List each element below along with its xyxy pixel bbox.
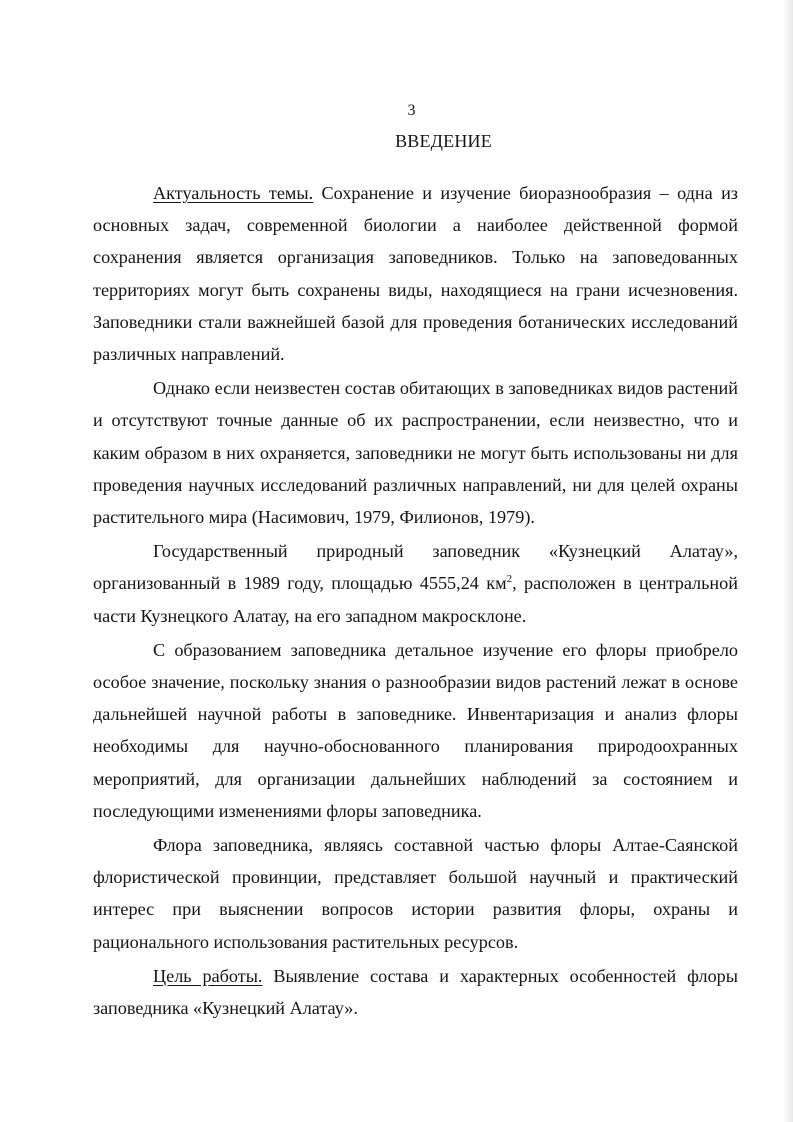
paragraph-flora-study: С образованием заповедника детальное изучение его флоры приобрело особое значение, поскольку знания о разнообразии видов растений лежат в основе дальнейшей научной работы в заповеднике. Инвентаризация и анализ флоры необходимы для научно-обоснованного планирования природоохранных мероприятий, для организации дальнейших наблюдений за состоянием и последующими изменениями флоры заповедника.: [93, 639, 738, 821]
goal-text: Выявление состава и характерных особенностей флоры заповедника «Кузнецкий Алатау».: [93, 965, 738, 1019]
scan-edge-shadow: [783, 0, 793, 1122]
section-title: ВВЕДЕНИЕ: [395, 131, 492, 151]
goal-heading: Цель работы.: [153, 965, 263, 986]
reserve-info-text: Государственный природный заповедник «Кузнецкий Алатау», организованный в 1989 году, площадью 4555,24 км: [93, 541, 738, 594]
paragraph-reserve-info: [93, 535, 738, 632]
page-number: 3: [407, 102, 416, 119]
body-text: [93, 177, 738, 1024]
relevance-heading: Актуальность темы.: [153, 183, 314, 203]
reserve-info-text-end: , расположен в центральной части Кузнецкого Алатау, на его западном макросклоне.: [93, 573, 738, 626]
paragraph-goal: [93, 960, 738, 1024]
paragraph-flora-interest: Флора заповедника, являясь составной частью флоры Алтае-Саянской флористической провинции, представляет большой научный и практический интерес при выяснении вопросов истории развития флоры, охраны и рационального использования растительных ресурсов.: [93, 835, 738, 952]
area-unit-superscript: 2: [506, 573, 513, 586]
paragraph-composition: Однако если неизвестен состав обитающих в заповедниках видов растений и отсутствуют точные данные об их распространении, если неизвестно, что и каким образом в них охраняется, заповедники не могут быть использованы ни для проведения научных исследований различных направлений, ни для целей охраны растительного мира (Насимович, 1979, Филионов, 1979).: [93, 378, 738, 528]
paragraph-relevance: [93, 177, 738, 370]
relevance-text: Сохранение и изучение биоразнообразия – одна из основных задач, современной биологии а наиболее действенной формой сохранения является организация заповедников. Только на заповедованных территориях могут быть сохранены виды, находящиеся на грани исчезновения. Заповедники стали важнейшей базой для проведения ботанических исследований различных направлений.: [93, 183, 738, 365]
